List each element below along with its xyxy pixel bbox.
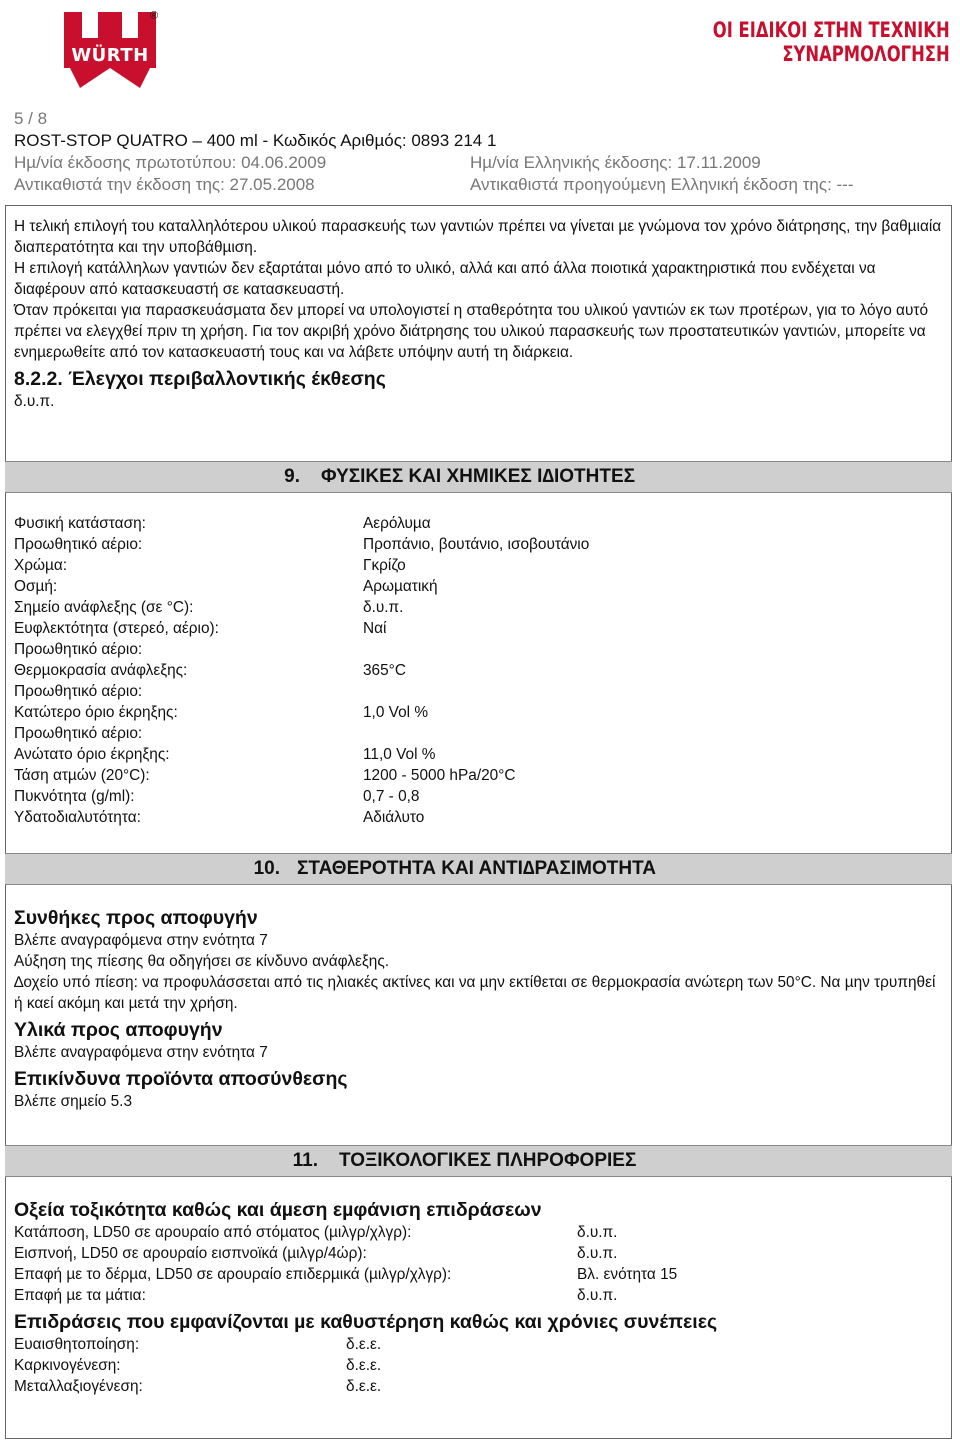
property-value: Ναί xyxy=(363,620,387,637)
section-11-content xyxy=(14,1198,944,1397)
acute-toxicity-table xyxy=(14,1222,944,1306)
row-label: Μεταλλαξιογένεση: xyxy=(14,1378,143,1395)
text-line: Βλέπε αναγραφόµενα στην ενότητα 7 xyxy=(14,932,268,949)
row-value: δ.ε.ε. xyxy=(346,1336,382,1353)
property-row xyxy=(14,618,944,639)
properties-list xyxy=(14,513,944,828)
property-value: 1,0 Vol % xyxy=(363,704,429,721)
slogan-line-1: ΟΙ ΕΙΔΙΚΟΙ ΣΤΗΝ ΤΕΧΝΙΚΗ xyxy=(713,18,950,42)
issue-dates-row xyxy=(14,152,954,174)
text-line: Αύξηση της πίεσης θα οδηγήσει σε κίνδυνο ανάφλεξης. xyxy=(14,953,390,970)
property-row xyxy=(14,765,944,786)
property-value: δ.υ.π. xyxy=(363,599,404,616)
property-label: Προωθητικό αέριο: xyxy=(14,536,143,553)
row-value: δ.ε.ε. xyxy=(346,1357,382,1374)
table-row xyxy=(14,1243,944,1264)
property-label: Θερµοκρασία ανάφλεξης: xyxy=(14,662,188,679)
row-value: δ.ε.ε. xyxy=(346,1378,382,1395)
table-row xyxy=(14,1285,944,1306)
chronic-effects-table xyxy=(14,1334,944,1397)
brand-wordmark: WÜRTH xyxy=(71,45,149,66)
property-row xyxy=(14,660,944,681)
property-value: 0,7 - 0,8 xyxy=(363,788,420,805)
row-label: Ευαισθητοποίηση: xyxy=(14,1336,140,1353)
property-label: Πυκνότητα (g/ml): xyxy=(14,788,135,805)
heading-decomposition-products: Επικίνδυνα προϊόντα αποσύνθεσης xyxy=(14,1068,348,1090)
paragraph: Η τελική επιλογή του καταλληλότερου υλικού παρασκευής των γαντιών πρέπει να γίνεται µε γνώµονα τον χρόνο διάτρησης, την βαθµιαία διαπερατότητα και την υποβάθµιση. xyxy=(14,218,942,256)
row-value: δ.υ.π. xyxy=(577,1224,618,1241)
row-value: δ.υ.π. xyxy=(577,1245,618,1262)
property-row xyxy=(14,807,944,828)
row-label: Εισπνοή, LD50 σε αρουραίο εισπνοϊκά (µιλγρ/4ώρ): xyxy=(14,1245,367,1262)
table-row xyxy=(14,1264,944,1285)
row-label: Καρκινογένεση: xyxy=(14,1357,121,1374)
property-row xyxy=(14,786,944,807)
property-row xyxy=(14,555,944,576)
paragraph: Όταν πρόκειται για παρασκευάσµατα δεν µπορεί να υπολογιστεί η σταθερότητα του υλικού γαντιών εκ των προτέρων, για το λόγο αυτό πρέπει να ελεγχθεί πριν τη χρήση. Για τον ακριβή χρόνο διάτρησης του υλικού παρασκευής των προστατευτικών γαντιών, µπορείτε να ενηµερωθείτε από τον κατασκευαστή τους και να λάβετε υπόψην αυτή τη διάρκεια. xyxy=(14,302,928,361)
text-line: Βλέπε σηµείο 5.3 xyxy=(14,1093,133,1110)
section-9-header xyxy=(5,461,952,493)
property-row xyxy=(14,744,944,765)
property-label: Τάση ατµών (20°C): xyxy=(14,767,150,784)
property-label: Υδατοδιαλυτότητα: xyxy=(14,809,141,826)
section-title: ΦΥΣΙΚΕΣ ΚΑΙ ΧΗΜΙΚΕΣ Ι∆ΙΟΤΗΤΕΣ xyxy=(321,466,636,487)
table-row xyxy=(14,1222,944,1243)
property-label: Ανώτατο όριο έκρηξης: xyxy=(14,746,170,763)
section-number: 9. xyxy=(284,466,300,487)
property-row xyxy=(14,639,944,660)
property-label: Κατώτερο όριο έκρηξης: xyxy=(14,704,178,721)
section-title: ΤΟΞΙΚΟΛΟΓΙΚΕΣ ΠΛΗΡΟΦΟΡΙΕΣ xyxy=(339,1150,637,1171)
section-number: 10. xyxy=(253,858,280,879)
property-value: 365°C xyxy=(363,662,406,679)
heading-materials-to-avoid: Υλικά προς αποφυγήν xyxy=(14,1019,223,1041)
property-label: Προωθητικό αέριο: xyxy=(14,683,143,700)
property-label: Προωθητικό αέριο: xyxy=(14,641,143,658)
heading-conditions-to-avoid: Συνθήκες προς αποφυγήν xyxy=(14,907,258,929)
row-label: Επαφή µε τα µάτια: xyxy=(14,1287,146,1304)
property-row xyxy=(14,597,944,618)
page-number: 5 / 8 xyxy=(14,109,48,128)
section-10-header xyxy=(5,853,952,885)
replaces-row xyxy=(14,174,954,196)
property-row xyxy=(14,702,944,723)
property-row xyxy=(14,723,944,744)
property-value: Αερόλυµα xyxy=(363,515,431,532)
section-title: ΣΤΑΘΕΡΟΤΗΤΑ ΚΑΙ ΑΝΤΙ∆ΡΑΣΙΜΟΤΗΤΑ xyxy=(297,858,656,879)
issue-original: Ηµ/νία έκδοσης πρωτοτύπου: 04.06.2009 xyxy=(14,153,327,172)
section-number: 11. xyxy=(292,1150,318,1171)
property-label: Ευφλεκτότητα (στερεό, αέριο): xyxy=(14,620,219,637)
property-row xyxy=(14,513,944,534)
row-value: Βλ. ενότητα 15 xyxy=(577,1266,678,1283)
heading-8-2-2: 8.2.2. Έλεγχοι περιβαλλοντικής έκθεσης xyxy=(14,368,386,390)
property-value: Προπάνιο, βουτάνιο, ισοβουτάνιο xyxy=(363,536,590,553)
property-value: Αδιάλυτο xyxy=(363,809,425,826)
paragraph: Η επιλογή κατάλληλων γαντιών δεν εξαρτάται µόνο από το υλικό, αλλά και από άλλα ποιοτικά χαρακτηριστικά που ενδέχεται να διαφέρουν από κατασκευαστή σε κατασκευαστή. xyxy=(14,260,876,298)
registered-mark: ® xyxy=(150,10,159,22)
property-value: Αρωµατική xyxy=(363,578,438,595)
table-row xyxy=(14,1334,944,1355)
property-value: 11,0 Vol % xyxy=(363,746,436,763)
product-title: ROST-STOP QUATRO – 400 ml - Κωδικός Αριθµός: 0893 214 1 xyxy=(14,131,497,150)
text-line: ∆οχείο υπό πίεση: να προφυλάσσεται από τις ηλιακές ακτίνες και να µην εκτίθεται σε θερµοκρασία ανώτερη των 50°C. Να µην τρυπηθεί ή καεί ακόµη και µετά την χρήση. xyxy=(14,974,936,1012)
row-label: Επαφή µε το δέρµα, LD50 σε αρουραίο επιδερµικά (µιλγρ/χλγρ): xyxy=(14,1266,452,1283)
document-meta xyxy=(14,108,954,196)
issue-greek: Ηµ/νία Ελληνικής έκδοσης: 17.11.2009 xyxy=(470,153,761,172)
property-row xyxy=(14,576,944,597)
property-label: Φυσική κατάσταση: xyxy=(14,515,146,532)
value-8-2-2: δ.υ.π. xyxy=(14,393,55,410)
section-11-header xyxy=(5,1145,952,1177)
property-row xyxy=(14,534,944,555)
heading-chronic-effects: Επιδράσεις που εµφανίζονται µε καθυστέρηση καθώς και χρόνιες συνέπειες xyxy=(14,1311,718,1333)
property-label: Χρώµα: xyxy=(14,557,68,574)
property-label: Οσµή: xyxy=(14,578,58,595)
table-row xyxy=(14,1355,944,1376)
property-row xyxy=(14,681,944,702)
property-value: Γκρίζο xyxy=(363,557,406,574)
property-value: 1200 - 5000 hPa/20°C xyxy=(363,767,516,784)
row-label: Κατάποση, LD50 σε αρουραίο από στόµατος (µιλγρ/χλγρ): xyxy=(14,1224,412,1241)
heading-acute-toxicity: Οξεία τοξικότητα καθώς και άµεση εµφάνιση επιδράσεων xyxy=(14,1199,542,1221)
property-label: Προωθητικό αέριο: xyxy=(14,725,143,742)
replaces-version: Αντικαθιστά την έκδοση της: 27.05.2008 xyxy=(14,175,315,194)
text-line: Βλέπε αναγραφόµενα στην ενότητα 7 xyxy=(14,1044,268,1061)
section-8-continuation xyxy=(14,216,944,412)
slogan xyxy=(713,18,950,66)
property-label: Σηµείο ανάφλεξης (σε °C): xyxy=(14,599,194,616)
replaces-greek-version: Αντικαθιστά προηγούµενη Ελληνική έκδοση της: --- xyxy=(470,175,854,194)
row-value: δ.υ.π. xyxy=(577,1287,618,1304)
slogan-line-2: ΣΥΝΑΡΜΟΛΟΓΗΣΗ xyxy=(782,42,950,66)
table-row xyxy=(14,1376,944,1397)
section-10-content xyxy=(14,906,944,1112)
